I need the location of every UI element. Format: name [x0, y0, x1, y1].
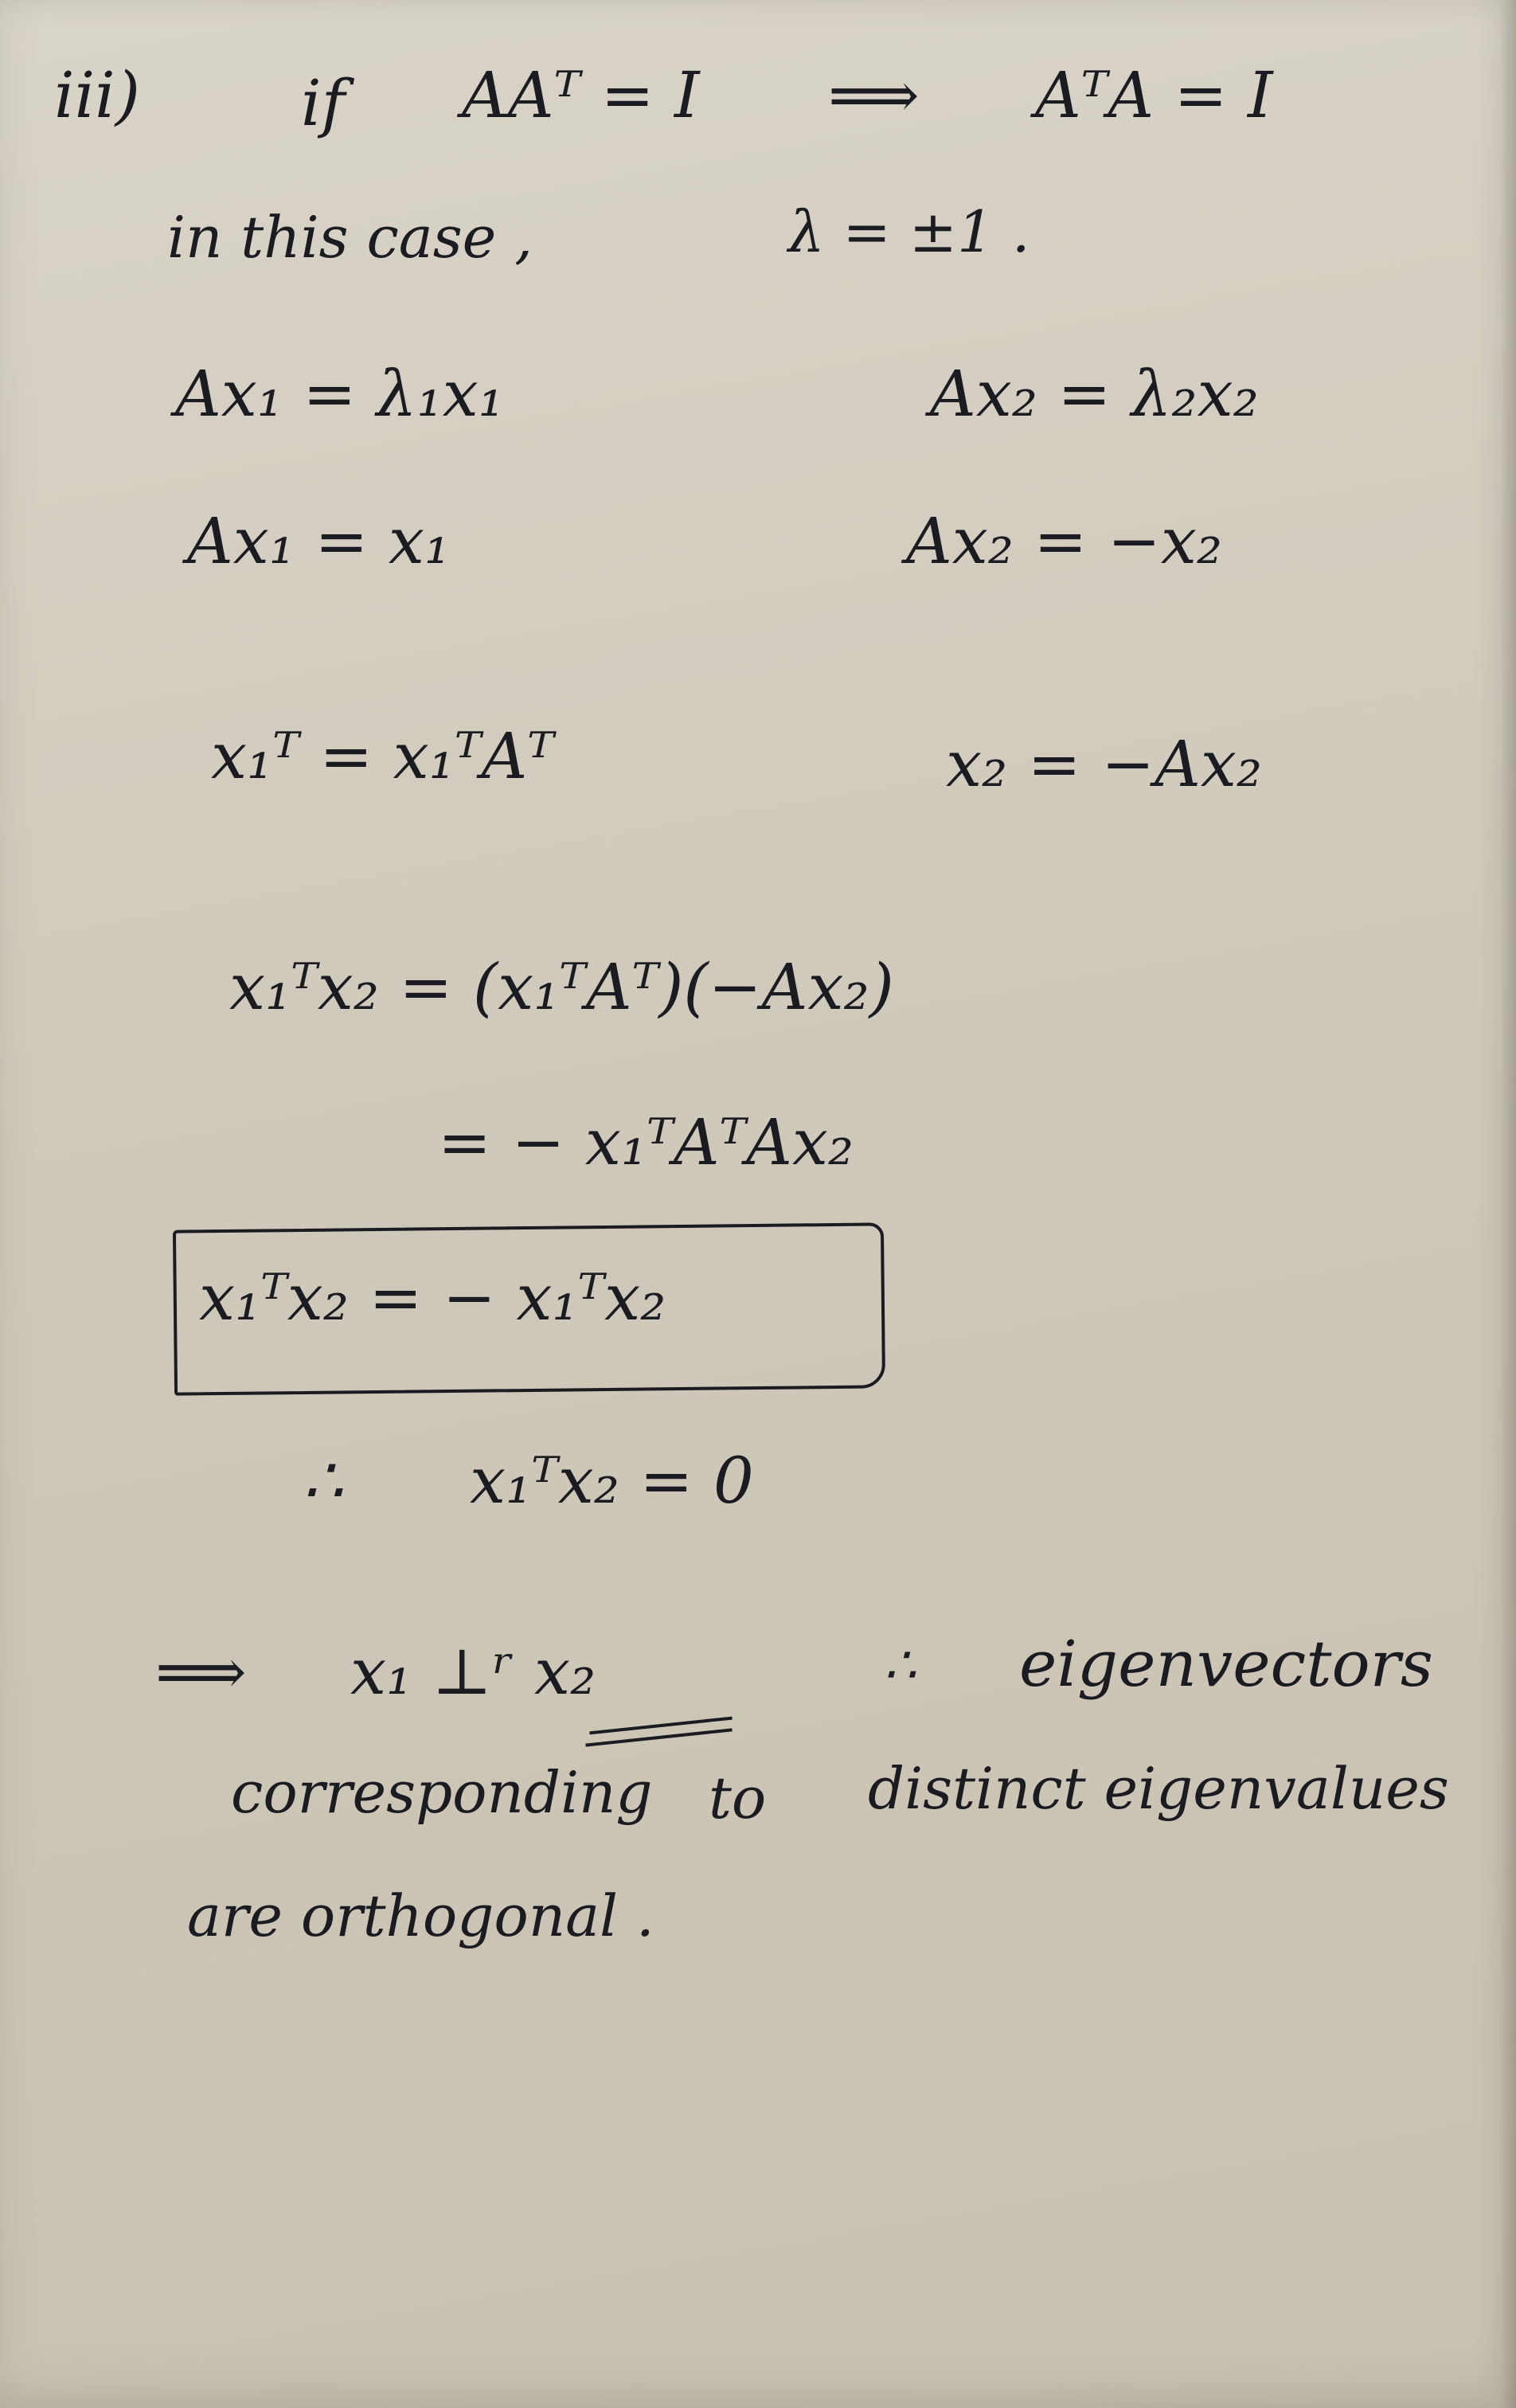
to-word: to	[709, 1765, 767, 1831]
zero-inner-product: x₁ᵀx₂ = 0	[470, 1444, 754, 1518]
distinct-eigenvalues-text: distinct eigenvalues	[868, 1755, 1449, 1822]
orthogonal-conclusion: are orthogonal .	[187, 1882, 654, 1949]
implies-arrow-2: ⟹	[155, 1635, 247, 1709]
case-text: in this case ,	[167, 204, 533, 271]
orthogonal-condition-1: AAᵀ = I	[462, 58, 700, 132]
orthogonal-condition-2: AᵀA = I	[1035, 58, 1273, 132]
corresponding-word: corresponding	[231, 1759, 653, 1826]
perpendicular-statement: x₁ ⊥ʳ x₂	[350, 1635, 596, 1709]
if-word: if	[301, 66, 346, 140]
boxed-equation: x₁ᵀx₂ = − x₁ᵀx₂	[199, 1261, 666, 1335]
eigen-equation-1: Ax₁ = λ₁x₁	[175, 357, 504, 431]
eigen-equation-2: Ax₂ = λ₂x₂	[930, 357, 1259, 431]
therefore-symbol-2: ∴	[884, 1636, 916, 1695]
part-label: iii)	[54, 58, 140, 132]
implies-arrow-1: ⟹	[828, 58, 920, 132]
paper-edge-shadow	[1500, 0, 1516, 2408]
inner-product-expansion: x₁ᵀx₂ = (x₁ᵀAᵀ)(−Ax₂)	[229, 950, 894, 1024]
eigenvalue-pm-one: λ = ±1 .	[788, 198, 1030, 265]
transpose-equation: x₁ᵀ = x₁ᵀAᵀ	[211, 719, 554, 793]
eigen-equation-2-simplified: Ax₂ = −x₂	[906, 504, 1223, 578]
eigenvectors-word: eigenvectors	[1019, 1627, 1433, 1701]
inner-product-simplified: = − x₁ᵀAᵀAx₂	[438, 1105, 854, 1179]
eigen-equation-1-simplified: Ax₁ = x₁	[187, 504, 451, 578]
therefore-symbol-1: ∴	[303, 1444, 343, 1518]
x2-equation: x₂ = −Ax₂	[946, 727, 1263, 801]
